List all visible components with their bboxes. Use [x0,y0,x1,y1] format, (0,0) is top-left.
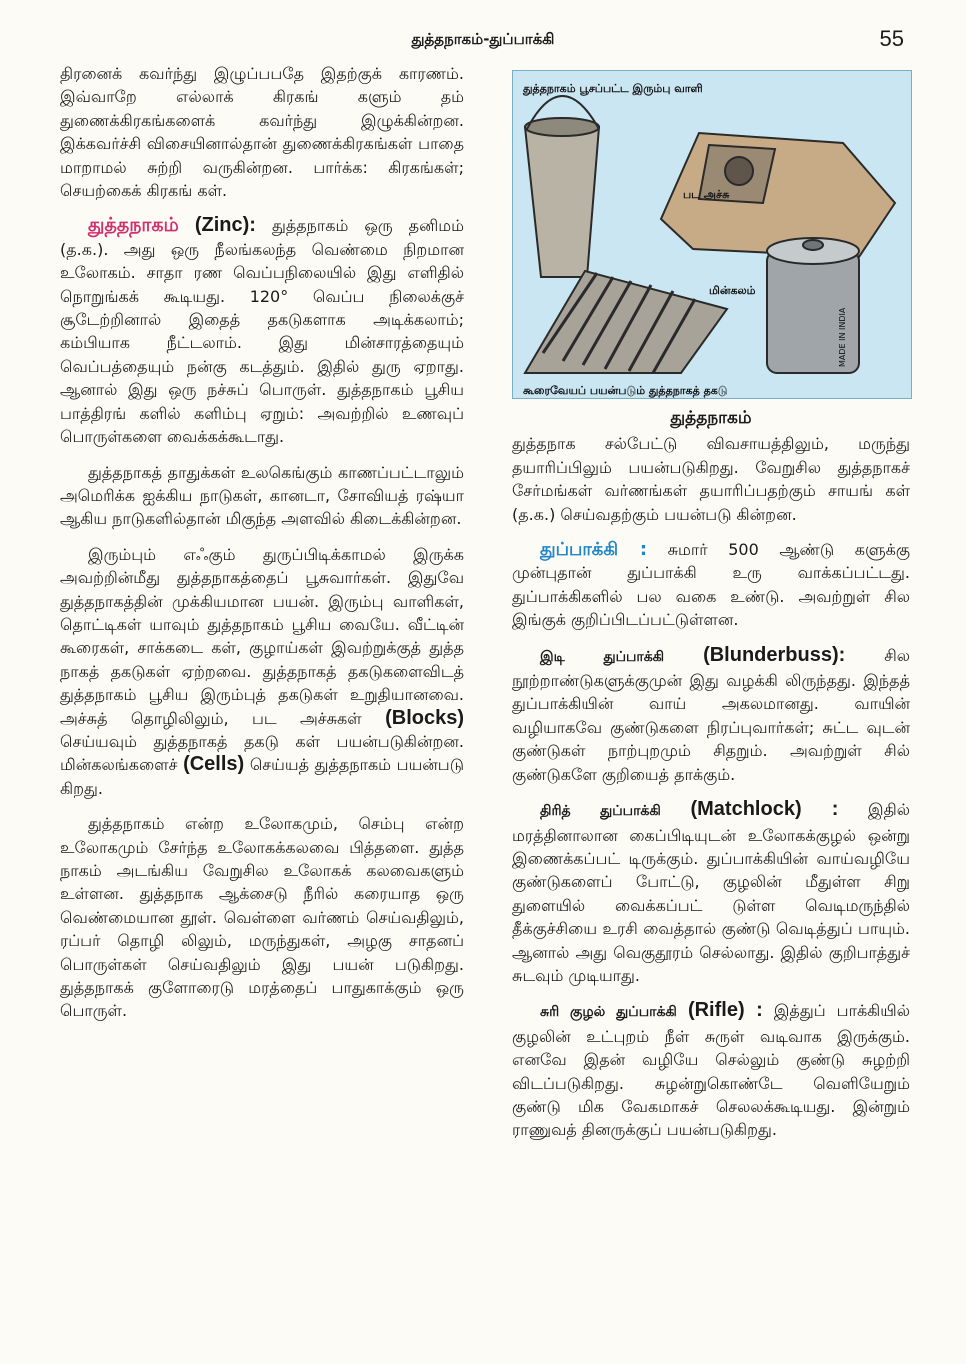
term-rifle-english: (Rifle) : [687,999,763,1022]
paragraph-zinc-intro [60,214,464,448]
paragraph-text: துத்தநாகம் ஒரு தனிமம் (த.க.). அது ஒரு நீலங்கலந்த வெண்மை நிறமான உலோகம். சாதா ரண வெப்பநிலையில் இது எளிதில் நொறுங்கக் கூடியது. 120° வெப்ப நிலைக்குச் சூடேற்றினால் இதைத் தகடுகளாக அடிக்கலாம்; கம்பியாக நீட்டலாம். இது மின்சாரத்தையும் வெப்பத்தையும் நன்கு கடத்தும். இதில் துரு ஏறாது. ஆனால் இது ஒரு நச்சுப் பொருள். துத்தநாகம் பூசிய பாத்திரங் களில் களிம்பு ஏறும்: அவற்றில் உணவுப் பொருள்களை வைக்கக்கூடாது. [60,216,464,447]
paragraph-zinc-uses [60,543,464,800]
paragraph-gravity-end: திரனைக் கவர்ந்து இழுப்பபதே இதற்குக் காரணம். இவ்வாறே எல்லாக் கிரகங் களும் தம் துணைக்கிரகங்களைக் கவர்ந்து இழுக்கின்றன. இக்கவர்ச்சி விசையினால்தான் துணைக்கிரகங்கள் பாதை மாறாமல் சுற்றி வருகின்றன. பார்க்க: கிரகங்கள்; செயற்கைக் கிரகங் கள். [60,64,464,201]
entry-term-zinc: துத்தநாகம் [88,214,179,237]
paragraph-text: சில நூற்றாண்டுகளுக்குமுன் இது வழக்கி லிருந்தது. இந்தத் துப்பாக்கியின் வாய் அகலமானது. வாயின் வழியாகவே குண்டுகளை நிரப்புவார்கள்; சுட்ட வுடன் குண்டுகள் நாற்புறமும் சிதறும். அவற்றுள் சில் குண்டுகளே குறியைத் தாக்கும். [512,645,911,784]
label-corrugated-sheet: கூரைவேயப் பயன்படும் துத்தநாகத் தகடு [523,384,728,397]
term-cells-english: (Cells) [183,753,245,776]
page-number: 55 [879,26,904,51]
paragraph-matchlock [512,798,910,987]
paragraph-blunderbuss [512,644,910,786]
running-title: துத்தநாகம்-துப்பாக்கி [411,30,555,48]
zinc-illustration [512,70,912,399]
entry-term-zinc-english: (Zinc): [194,214,256,237]
label-zinc-coated-bucket: துத்தநாகம் பூசப்பட்ட இரும்பு வாளி [523,82,703,95]
term-matchlock: திரித் துப்பாக்கி [540,803,661,820]
paragraph-text: இரும்பும் எஃகும் துருப்பிடிக்காமல் இருக்க அவற்றின்மீது துத்தநாகத்தைப் பூசுவார்கள். இதுவே துத்தநாகத்தின் முக்கியமான பயன். இரும்பு வாளிகள், தொட்டிகள் யாவும் துத்தநாகம் பூசிய வையே. வீட்டின் கூரைகள், சாக்கடை கள், குழாய்கள் இவற்றுக்குத் துத்த நாகத் தகடுகள் ஏற்றவை. துத்தநாகத் தகடுகளைவிடத் துத்தநாகம் பூசிய இரும்புத் தகடுகள் உறுதியானவை. அச்சுத் தொழிலிலும், பட அச்சுகள் [60,544,464,728]
paragraph-zinc-alloys: துத்தநாகம் என்ற உலோகமும், செம்பு என்ற உலோகமும் சேர்ந்த உலோகக்கலவை பித்தளை. துத்த நாகம் அடங்கிய வேறுசில உலோகக் கலவைகளும் உள்ளன. துத்தநாக ஆக்சைடு நீரில் கரையாத ஒரு வெண்மையான தூள். வெள்ளை வர்ணம் செய்வதிலும், ரப்பர் தொழி லிலும், மருந்துகள், அழகு சாதனப் பொருள்கள் செய்வதிலும் இது பயன் படுகிறது. துத்தநாகக் குளோரைடு மரத்தைப் பாதுகாக்கும் ஒரு பொருள். [60,814,464,1021]
label-cell-print: MADE IN INDIA [838,307,847,367]
paragraph-gun-intro [512,538,910,632]
paragraph-text: சுமார் 500 ஆண்டு களுக்கு முன்புதான் துப்பாக்கி உரு வாக்கப்பட்டது. துப்பாக்கிகளில் பல வகை உண்டு. அவற்றுள் சில இங்குக் குறிப்பிடப்பட்டுள்ளன. [512,540,911,630]
paragraph-rifle [512,999,910,1141]
term-blunderbuss: இடி துப்பாக்கி [540,648,665,665]
paragraph-zinc-ores: துத்தநாகத் தாதுக்கள் உலகெங்கும் காணப்பட்டாலும் அமெரிக்க ஐக்கிய நாடுகள், கானடா, சோவியத் ரஷ்யா ஆகிய நாடுகளில்தான் மிகுந்த அளவில் கிடைக்கின்றன. [60,462,464,529]
label-printing-block: பட அச்சு [683,188,730,201]
paragraph-text: செய்யத் துத்தநாகம் பயன்படு கிறது. [60,755,464,798]
right-column [512,62,910,1154]
paragraph-zinc-compounds: துத்தநாக சல்பேட்டு விவசாயத்திலும், மருந்து தயாரிப்பிலும் பயன்படுகிறது. வேறுசில துத்தநாகச் சேர்மங்கள் வர்ணங்கள் தயாரிப்பதற்கும் சாயங் கள் (த.க.) செய்வதற்கும் பயன்படு கின்றன. [512,434,910,524]
page-header [0,26,966,58]
term-blocks-english: (Blocks) [385,706,464,729]
term-matchlock-english: (Matchlock) : [690,798,839,821]
paragraph-text: செய்யவும் துத்தநாகத் தகடு கள் பயன்படுகின்றன. மின்கலங்களைச் [60,731,464,775]
entry-term-gun: துப்பாக்கி : [540,539,648,561]
term-rifle: சுரி குழல் துப்பாக்கி [540,1004,677,1021]
bucket-shape [525,127,599,277]
left-column [60,62,464,1035]
label-dry-cell: மின்கலம் [709,284,756,297]
paragraph-text: இதில் மரத்தினாலான கைப்பிடியுடன் உலோகக்குழல் ஒன்று இணைக்கப்பட் டிருக்கும். துப்பாக்கியின் வாய்வழியே குண்டுகளைப் போட்டு, குழலின் மீதுள்ள சிறு துளையில் வைக்கப்பட் டுள்ள வெடிமருந்தில் தீக்குச்சியை உரசி வைத்தால் குண்டு வெடித்துப் பாயும். ஆனால் அது வெகுதூரம் செல்லாது. இதில் குறிபாத்துச் சுடவும் முடியாது. [512,800,910,985]
corrugated-sheet-shape [525,271,727,373]
term-blunderbuss-english: (Blunderbuss): [703,643,846,666]
paragraph-text: இத்துப் பாக்கியில் குழலின் உட்புறம் நீள் சுருள் வடிவாக இருக்கும். எனவே இதன் வழியே செல்லும் குண்டு சுழற்றி விடப்படுகிறது. சுழன்றுகொண்டே வெளியேறும் குண்டு மிக வேகமாகச் செலலக்கூடியது. இன்றும் ராணுவத் தினருக்குப் பயன்படுகிறது. [512,1001,910,1140]
figure-caption: துத்தநாகம் [670,408,752,428]
